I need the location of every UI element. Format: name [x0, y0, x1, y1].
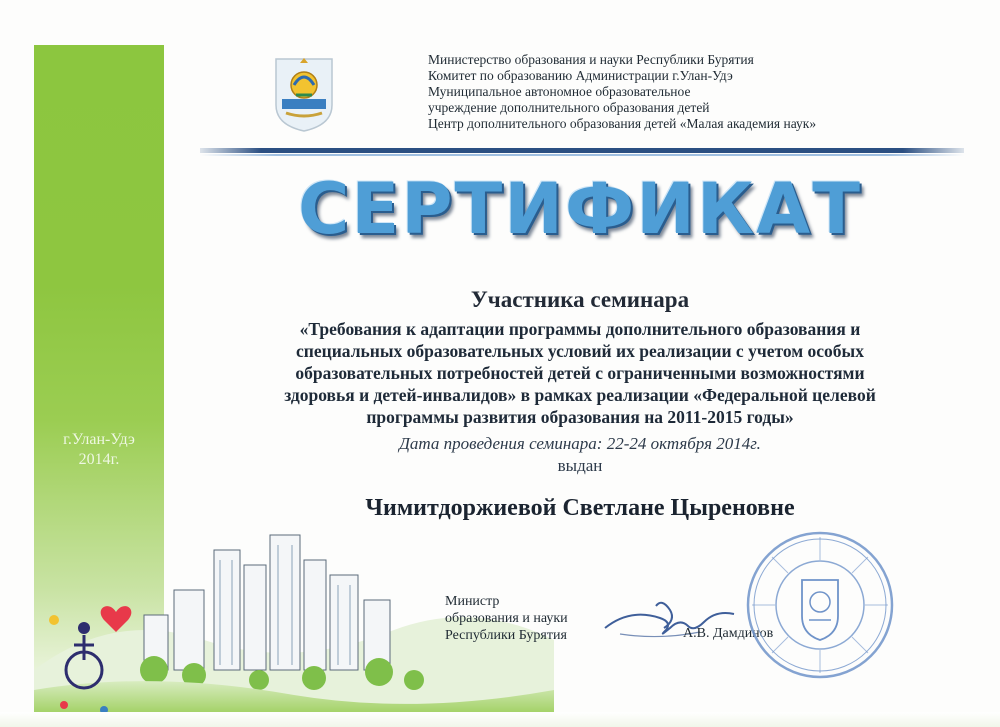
bottom-edge [0, 712, 1000, 727]
official-seal-icon [745, 530, 895, 680]
header-divider-shadow [200, 154, 964, 156]
signature-title-line-1: Министр [445, 594, 500, 609]
city-year-label [34, 430, 164, 470]
seminar-line-4: здоровья и детей-инвалидов» в рамках реализации «Федеральной целевой [284, 385, 876, 405]
signature-title-line-3: Республики Бурятия [445, 628, 567, 643]
signer-name: А.В. Дамдинов [683, 626, 774, 641]
recipient-name: Чимитдоржиевой Светлане Цыреновне [365, 495, 795, 521]
header-line-ministry: Министерство образования и науки Республики Бурятия [428, 52, 754, 67]
seminar-line-2: специальных образовательных условий их реализации с учетом особых [296, 341, 864, 361]
header-line-institution-1: Муниципальное автономное образовательное [428, 84, 691, 99]
year: 2014г. [78, 451, 120, 468]
signature-title-line-2: образования и науки [445, 611, 568, 626]
seminar-line-5: программы развития образования на 2011-2015 годы» [366, 407, 794, 427]
header-line-institution-2: учреждение дополнительного образования детей [428, 100, 710, 115]
seminar-line-1: «Требования к адаптации программы дополнительного образования и [299, 319, 861, 339]
header-line-committee: Комитет по образованию Администрации г.Улан-Удэ [428, 68, 733, 83]
seminar-date: Дата проведения семинара: 22-24 октября 2014г. [399, 434, 761, 453]
issuer-header [428, 52, 908, 132]
seminar-description [250, 318, 910, 428]
city-name: г.Улан-Удэ [63, 431, 135, 448]
certificate-subtitle: Участника семинара [470, 287, 690, 312]
buryatia-emblem-icon [272, 55, 336, 133]
header-line-center: Центр дополнительного образования детей «Малая академия наук» [428, 116, 817, 131]
seminar-line-3: образовательных потребностей детей с ограниченными возможностями [295, 363, 865, 383]
issued-label: выдан [557, 456, 603, 475]
signature-title [445, 593, 568, 644]
certificate-title: СЕРТИФИКАТ [298, 168, 862, 250]
header-divider [200, 148, 964, 153]
